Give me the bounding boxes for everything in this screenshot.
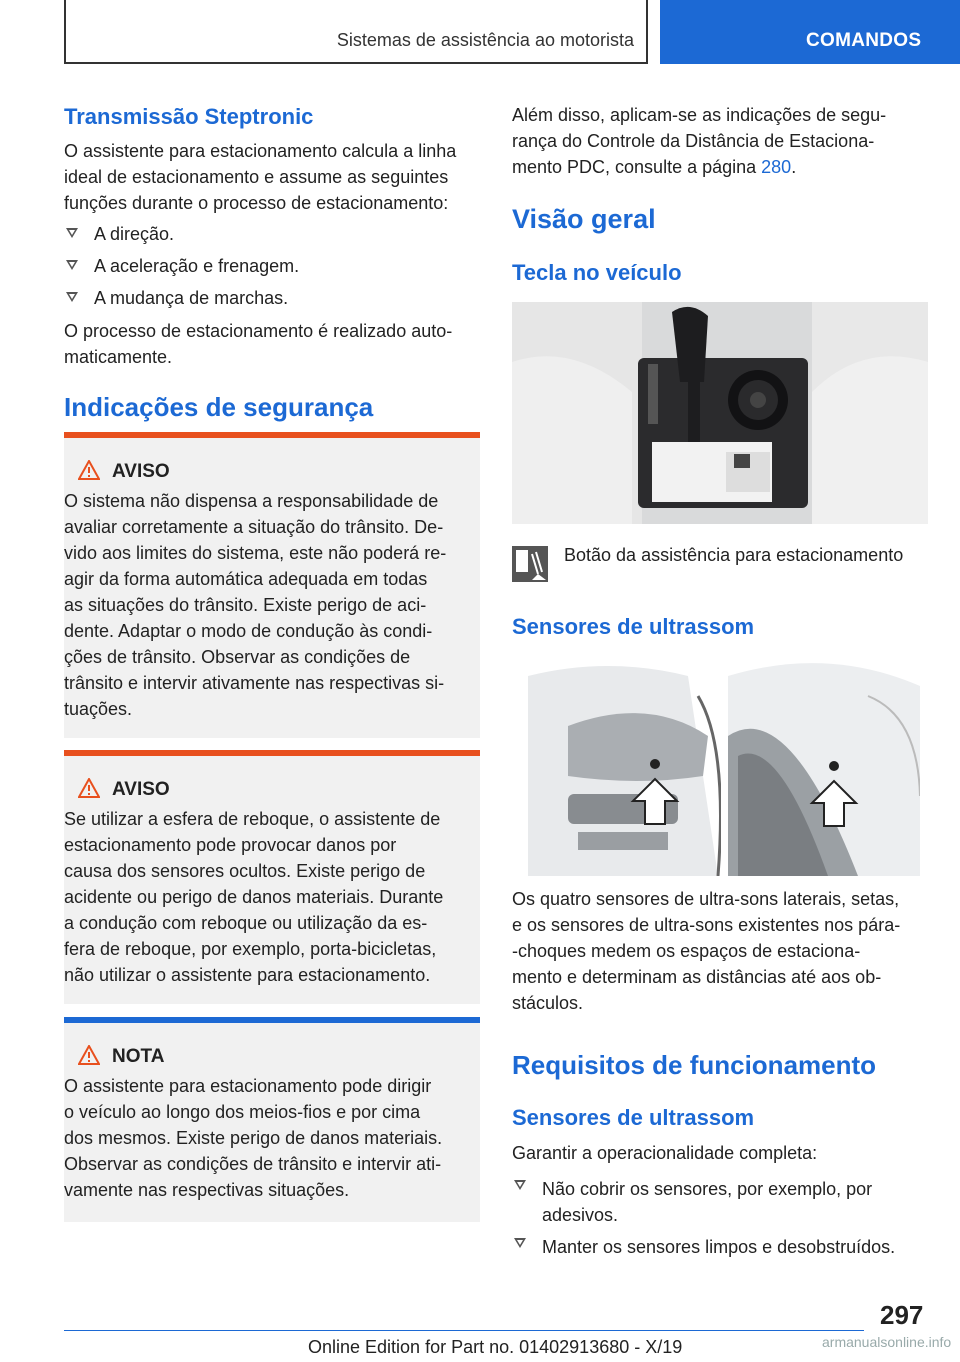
text-line: O assistente para estacionamento pode dirigir — [64, 1076, 432, 1096]
warning-bar — [64, 750, 480, 756]
note-text — [64, 1073, 480, 1203]
page-number: 297 — [880, 1300, 924, 1330]
warning-triangle-icon — [78, 1045, 100, 1065]
text-line: adesivos. — [542, 1205, 619, 1225]
text-line: avaliar corretamente a situação do trânsito. De- — [64, 517, 444, 537]
bullet-text: A aceleração e frenagem. — [94, 256, 300, 276]
warning-triangle-icon — [78, 460, 100, 480]
text-line: dente. Adaptar o modo de condução às condi- — [64, 621, 433, 641]
chapter-title: Sistemas de assistência ao motorista — [336, 30, 634, 50]
sensors-description — [512, 886, 932, 1016]
note-title: NOTA — [112, 1046, 165, 1067]
warning-box — [64, 432, 480, 738]
bullet-item — [66, 288, 466, 310]
text-line: estacionamento pode provocar danos por — [64, 835, 397, 855]
bullet-item — [66, 256, 466, 278]
text-line: rança do Controle da Distância de Estaciona- — [512, 131, 875, 151]
text-line: funções durante o processo de estacionamento: — [64, 193, 449, 213]
note-bar — [64, 1017, 480, 1023]
text-line: não utilizar o assistente para estacionamento. — [64, 965, 431, 985]
warning-bar — [64, 432, 480, 438]
heading-sensors: Sensores de ultrassom — [512, 614, 755, 639]
bullet-triangle-icon — [66, 292, 78, 302]
warning-title: AVISO — [112, 461, 170, 482]
text-line: agir da forma automática adequada em todas — [64, 569, 428, 589]
text-line — [512, 154, 932, 180]
pdc-reference — [512, 102, 932, 180]
text-line: Não cobrir os sensores, por exemplo, por — [542, 1179, 873, 1199]
text-line: Os quatro sensores de ultra-sons laterais, setas, — [512, 889, 900, 909]
chapter-header — [64, 0, 648, 64]
text-line: fera de reboque, por exemplo, porta-bicicletas, — [64, 939, 437, 959]
text-line: causa dos sensores ocultos. Existe perigo de — [64, 861, 426, 881]
text-line: maticamente. — [64, 347, 173, 367]
center-console-image — [512, 302, 928, 524]
ultrasonic-sensors-image — [528, 656, 920, 876]
text-line: stáculos. — [512, 993, 584, 1013]
text-line: acidente ou perigo de danos materiais. Durante — [64, 887, 444, 907]
page-link[interactable]: 280 — [761, 157, 792, 177]
warning-box — [64, 750, 480, 1004]
button-caption: Botão da assistência para estacionamento — [564, 545, 904, 565]
text-line: O assistente para estacionamento calcula a linha — [64, 141, 457, 161]
parking-assist-icon — [512, 546, 548, 582]
bullet-triangle-icon — [66, 228, 78, 238]
text-line: dos mesmos. Existe perigo de danos materiais. — [64, 1128, 443, 1148]
edition-footer: Online Edition for Part no. 01402913680 - X/19 — [308, 1337, 683, 1357]
bullet-item — [66, 224, 466, 246]
heading-steptronic: Transmissão Steptronic — [64, 104, 314, 129]
steptronic-after — [64, 318, 484, 370]
watermark: armanualsonline.info — [822, 1334, 952, 1350]
text-line: trânsito e intervir ativamente nas respectivas si- — [64, 673, 445, 693]
warning-text — [64, 488, 480, 722]
note-box — [64, 1017, 480, 1222]
text-line: e os sensores de ultra-sons existentes nos pára- — [512, 915, 901, 935]
text-line: o veículo ao longo dos meios-fios e por cima — [64, 1102, 421, 1122]
text-fragment: mento PDC, consulte a página — [512, 157, 762, 177]
text-line: ções de trânsito. Observar as condições de — [64, 647, 411, 667]
text-line: mento e determinam as distâncias até aos ob- — [512, 967, 882, 987]
requirements-intro: Garantir a operacionalidade completa: — [512, 1143, 818, 1163]
text-line: a condução com reboque ou utilização da es- — [64, 913, 428, 933]
bullet-triangle-icon — [514, 1238, 526, 1248]
warning-title: AVISO — [112, 779, 170, 800]
text-line: Observar as condições de trânsito e intervir ati- — [64, 1154, 442, 1174]
text-line: O sistema não dispensa a responsabilidade de — [64, 491, 439, 511]
text-line: vamente nas respectivas situações. — [64, 1180, 350, 1200]
text-line: -choques medem os espaços de estaciona- — [512, 941, 861, 961]
warning-text — [64, 806, 480, 988]
text-line: vido aos limites do sistema, este não poderá re- — [64, 543, 447, 563]
warning-triangle-icon — [78, 778, 100, 798]
bullet-text: A mudança de marchas. — [94, 288, 289, 308]
bullet-text: Manter os sensores limpos e desobstruídos. — [542, 1237, 896, 1257]
text-line: Além disso, aplicam-se as indicações de segu- — [512, 105, 887, 125]
text-line: tuações. — [64, 699, 133, 719]
bullet-triangle-icon — [66, 260, 78, 270]
section-tab-label: COMANDOS — [806, 30, 922, 51]
bullet-item — [514, 1176, 914, 1228]
heading-button: Tecla no veículo — [512, 260, 682, 285]
text-line: as situações do trânsito. Existe perigo de aci- — [64, 595, 427, 615]
bullet-triangle-icon — [514, 1180, 526, 1190]
text-line: ideal de estacionamento e assume as seguintes — [64, 167, 449, 187]
bullet-text: A direção. — [94, 224, 175, 244]
text-fragment: . — [791, 157, 797, 177]
steptronic-intro — [64, 138, 484, 216]
bullet-text — [542, 1176, 872, 1228]
heading-overview: Visão geral — [512, 204, 656, 234]
heading-requirements: Requisitos de funcionamento — [512, 1050, 877, 1080]
heading-safety: Indicações de segurança — [64, 392, 374, 422]
heading-sensors-requirements: Sensores de ultrassom — [512, 1105, 755, 1130]
section-tab[interactable] — [660, 0, 960, 64]
bullet-item — [514, 1234, 924, 1260]
text-line: Se utilizar a esfera de reboque, o assistente de — [64, 809, 441, 829]
footer-divider — [64, 1330, 864, 1331]
text-line: O processo de estacionamento é realizado auto- — [64, 321, 453, 341]
